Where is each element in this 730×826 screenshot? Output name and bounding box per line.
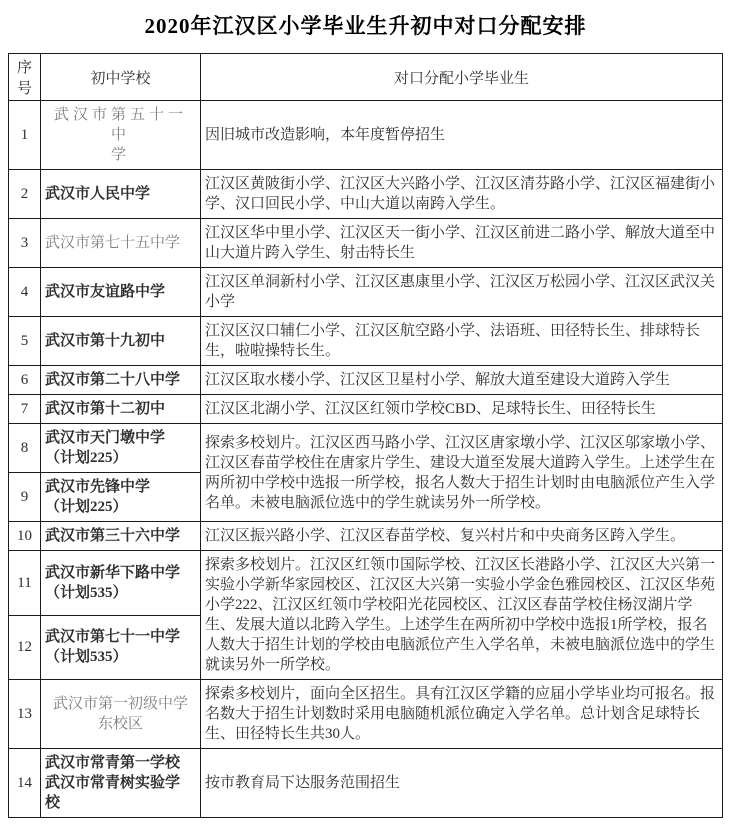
row-number-cell: 7 (9, 395, 41, 424)
assigned-schools-cell: 江汉区黄陂街小学、江汉区大兴路小学、江汉区清芬路小学、江汉区福建街小学、汉口回民小学、中山大道以南跨入学生。 (201, 170, 723, 219)
table-row (9, 366, 723, 395)
header-row (9, 54, 723, 101)
row-number-cell: 4 (9, 268, 41, 317)
row-number-cell: 12 (9, 615, 41, 680)
school-name-cell: 武汉市第十九初中 (41, 317, 201, 366)
assigned-schools-cell: 江汉区汉口辅仁小学、江汉区航空路小学、法语班、田径特长生、排球特长生，啦啦操特长生。 (201, 317, 723, 366)
school-name-cell: 武汉市友谊路中学 (41, 268, 201, 317)
assigned-schools-cell: 江汉区华中里小学、江汉区天一街小学、江汉区前进二路小学、解放大道至中山大道片跨入学生、射击特长生 (201, 219, 723, 268)
row-number-cell: 3 (9, 219, 41, 268)
table-row (9, 749, 723, 818)
assigned-schools-cell: 江汉区北湖小学、江汉区红领巾学校CBD、足球特长生、田径特长生 (201, 395, 723, 424)
table-row (9, 101, 723, 170)
table-row (9, 170, 723, 219)
header-cell-school: 初中学校 (41, 54, 201, 101)
row-number-cell: 6 (9, 366, 41, 395)
assigned-schools-cell: 江汉区取水楼小学、江汉区卫星村小学、解放大道至建设大道跨入学生 (201, 366, 723, 395)
school-name-cell: 武汉市天门墩中学 （计划225） (41, 424, 201, 473)
row-number-cell: 11 (9, 551, 41, 616)
row-number-cell: 2 (9, 170, 41, 219)
table-row (9, 424, 723, 473)
school-name-cell: 武汉市先锋中学 （计划225） (41, 473, 201, 522)
school-name-cell: 武汉市第一初级中学 东校区 (41, 680, 201, 749)
school-name-cell: 武汉市第二十八中学 (41, 366, 201, 395)
table-row (9, 219, 723, 268)
page-title: 2020年江汉区小学毕业生升初中对口分配安排 (144, 14, 587, 38)
row-number-cell: 13 (9, 680, 41, 749)
row-number-cell: 8 (9, 424, 41, 473)
table-row (9, 268, 723, 317)
school-name-cell: 武汉市常青第一学校 武汉市常青树实验学 校 (41, 749, 201, 818)
school-name-cell: 武汉市第七十五中学 (41, 219, 201, 268)
table-row (9, 551, 723, 616)
header-cell-assigned: 对口分配小学毕业生 (201, 54, 723, 101)
assigned-schools-cell: 江汉区单洞新村小学、江汉区惠康里小学、江汉区万松园小学、江汉区武汉关小学 (201, 268, 723, 317)
row-number-cell: 1 (9, 101, 41, 170)
school-name-cell: 武汉市第三十六中学 (41, 522, 201, 551)
row-number-cell: 10 (9, 522, 41, 551)
row-number-cell: 14 (9, 749, 41, 818)
header-cell-num: 序号 (9, 54, 41, 101)
assigned-schools-cell: 探索多校划片。江汉区西马路小学、江汉区唐家墩小学、江汉区邬家墩小学、江汉区春苗学校住在唐家片学生、建设大道至发展大道跨入学生。上述学生在两所初中学校中选报一所学校，报名人数大于招生计划时由电脑派位产生入学名单。未被电脑派位选中的学生就读另外一所学校。 (201, 424, 723, 522)
table-row (9, 680, 723, 749)
school-name-cell: 武汉市第五十一中 学 (41, 101, 201, 170)
assigned-schools-cell: 按市教育局下达服务范围招生 (201, 749, 723, 818)
assigned-schools-cell: 探索多校划片。江汉区红领巾国际学校、江汉区长港路小学、江汉区大兴第一实验小学新华家园校区、江汉区大兴第一实验小学金色雅园校区、江汉区华苑小学222、江汉区红领巾学校阳光花园校区、江汉区春苗学校住杨汊湖片学生、发展大道以北跨入学生。上述学生在两所初中学校中选报1所学校，报名人数大于招生计划的学校由电脑派位产生入学名单，未被电脑派位选中的学生就读另外一所学校。 (201, 551, 723, 680)
table-row (9, 395, 723, 424)
row-number-cell: 9 (9, 473, 41, 522)
assigned-schools-cell: 探索多校划片，面向全区招生。具有江汉区学籍的应届小学毕业均可报名。报名数大于招生计划数时采用电脑随机派位确定入学名单。总计划含足球特长生、田径特长生共30人。 (201, 680, 723, 749)
school-name-cell: 武汉市新华下路中学 （计划535） (41, 551, 201, 616)
assignment-table (8, 53, 723, 818)
table-body (9, 101, 723, 818)
table-row (9, 522, 723, 551)
row-number-cell: 5 (9, 317, 41, 366)
assigned-schools-cell: 江汉区振兴路小学、江汉区春苗学校、复兴村片和中央商务区跨入学生。 (201, 522, 723, 551)
school-name-cell: 武汉市第七十一中学 （计划535） (41, 615, 201, 680)
school-name-cell: 武汉市人民中学 (41, 170, 201, 219)
assigned-schools-cell: 因旧城市改造影响，本年度暂停招生 (201, 101, 723, 170)
table-row (9, 317, 723, 366)
school-name-cell: 武汉市第十二初中 (41, 395, 201, 424)
